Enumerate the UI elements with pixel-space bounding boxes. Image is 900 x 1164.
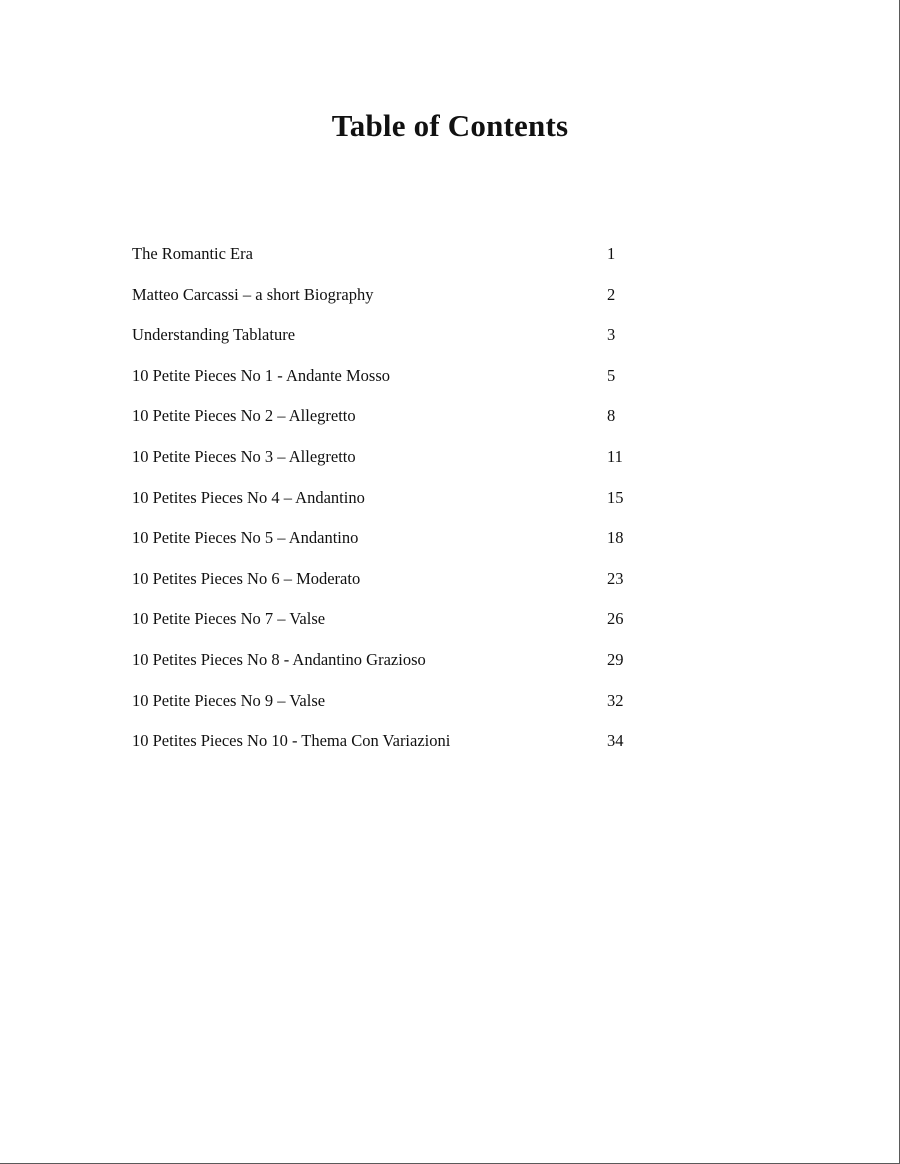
- toc-entry: [132, 648, 652, 689]
- toc-entry: [132, 404, 652, 445]
- toc-entry-page: 18: [607, 528, 624, 548]
- toc-entry-page: 34: [607, 731, 624, 751]
- toc-entry: [132, 486, 652, 527]
- toc-entry-page: 29: [607, 649, 624, 669]
- toc-entry: [132, 729, 652, 770]
- toc-entry-title: 10 Petite Pieces No 3 – Allegretto: [132, 446, 356, 466]
- table-of-contents: [132, 242, 652, 770]
- toc-entry: [132, 364, 652, 405]
- page-title: Table of Contents: [331, 108, 569, 143]
- toc-entry: [132, 323, 652, 364]
- toc-entry-title: 10 Petites Pieces No 8 - Andantino Grazioso: [132, 649, 426, 669]
- toc-entry: [132, 242, 652, 283]
- toc-entry-page: 32: [607, 690, 624, 710]
- toc-entry-page: 15: [607, 487, 624, 507]
- toc-entry: [132, 526, 652, 567]
- toc-entry: [132, 567, 652, 608]
- toc-entry: [132, 607, 652, 648]
- toc-entry-page: 26: [607, 609, 624, 629]
- toc-entry-title: 10 Petites Pieces No 6 – Moderato: [132, 568, 361, 588]
- toc-entry: [132, 445, 652, 486]
- toc-entry-page: 5: [607, 365, 616, 385]
- toc-entry-title: 10 Petite Pieces No 2 – Allegretto: [132, 406, 356, 426]
- toc-entry-title: 10 Petite Pieces No 7 – Valse: [132, 609, 326, 629]
- toc-entry-title: 10 Petite Pieces No 1 - Andante Mosso: [132, 365, 391, 385]
- toc-entry-page: 3: [607, 325, 616, 345]
- toc-entry-page: 23: [607, 568, 624, 588]
- toc-entry-title: 10 Petites Pieces No 4 – Andantino: [132, 487, 365, 507]
- toc-entry: [132, 283, 652, 324]
- toc-entry-page: 11: [607, 446, 623, 466]
- toc-entry-title: 10 Petites Pieces No 10 - Thema Con Variazioni: [132, 731, 451, 751]
- toc-entry-title: Understanding Tablature: [132, 325, 296, 345]
- toc-entry-page: 8: [607, 406, 616, 426]
- toc-entry-page: 1: [607, 244, 616, 263]
- toc-entry-title: Matteo Carcassi – a short Biography: [132, 284, 374, 304]
- toc-entry-title: 10 Petite Pieces No 9 – Valse: [132, 690, 326, 710]
- toc-entry: [132, 689, 652, 730]
- toc-entry-page: 2: [607, 284, 616, 304]
- toc-entry-title: The Romantic Era: [132, 244, 253, 263]
- toc-entry-title: 10 Petite Pieces No 5 – Andantino: [132, 528, 359, 548]
